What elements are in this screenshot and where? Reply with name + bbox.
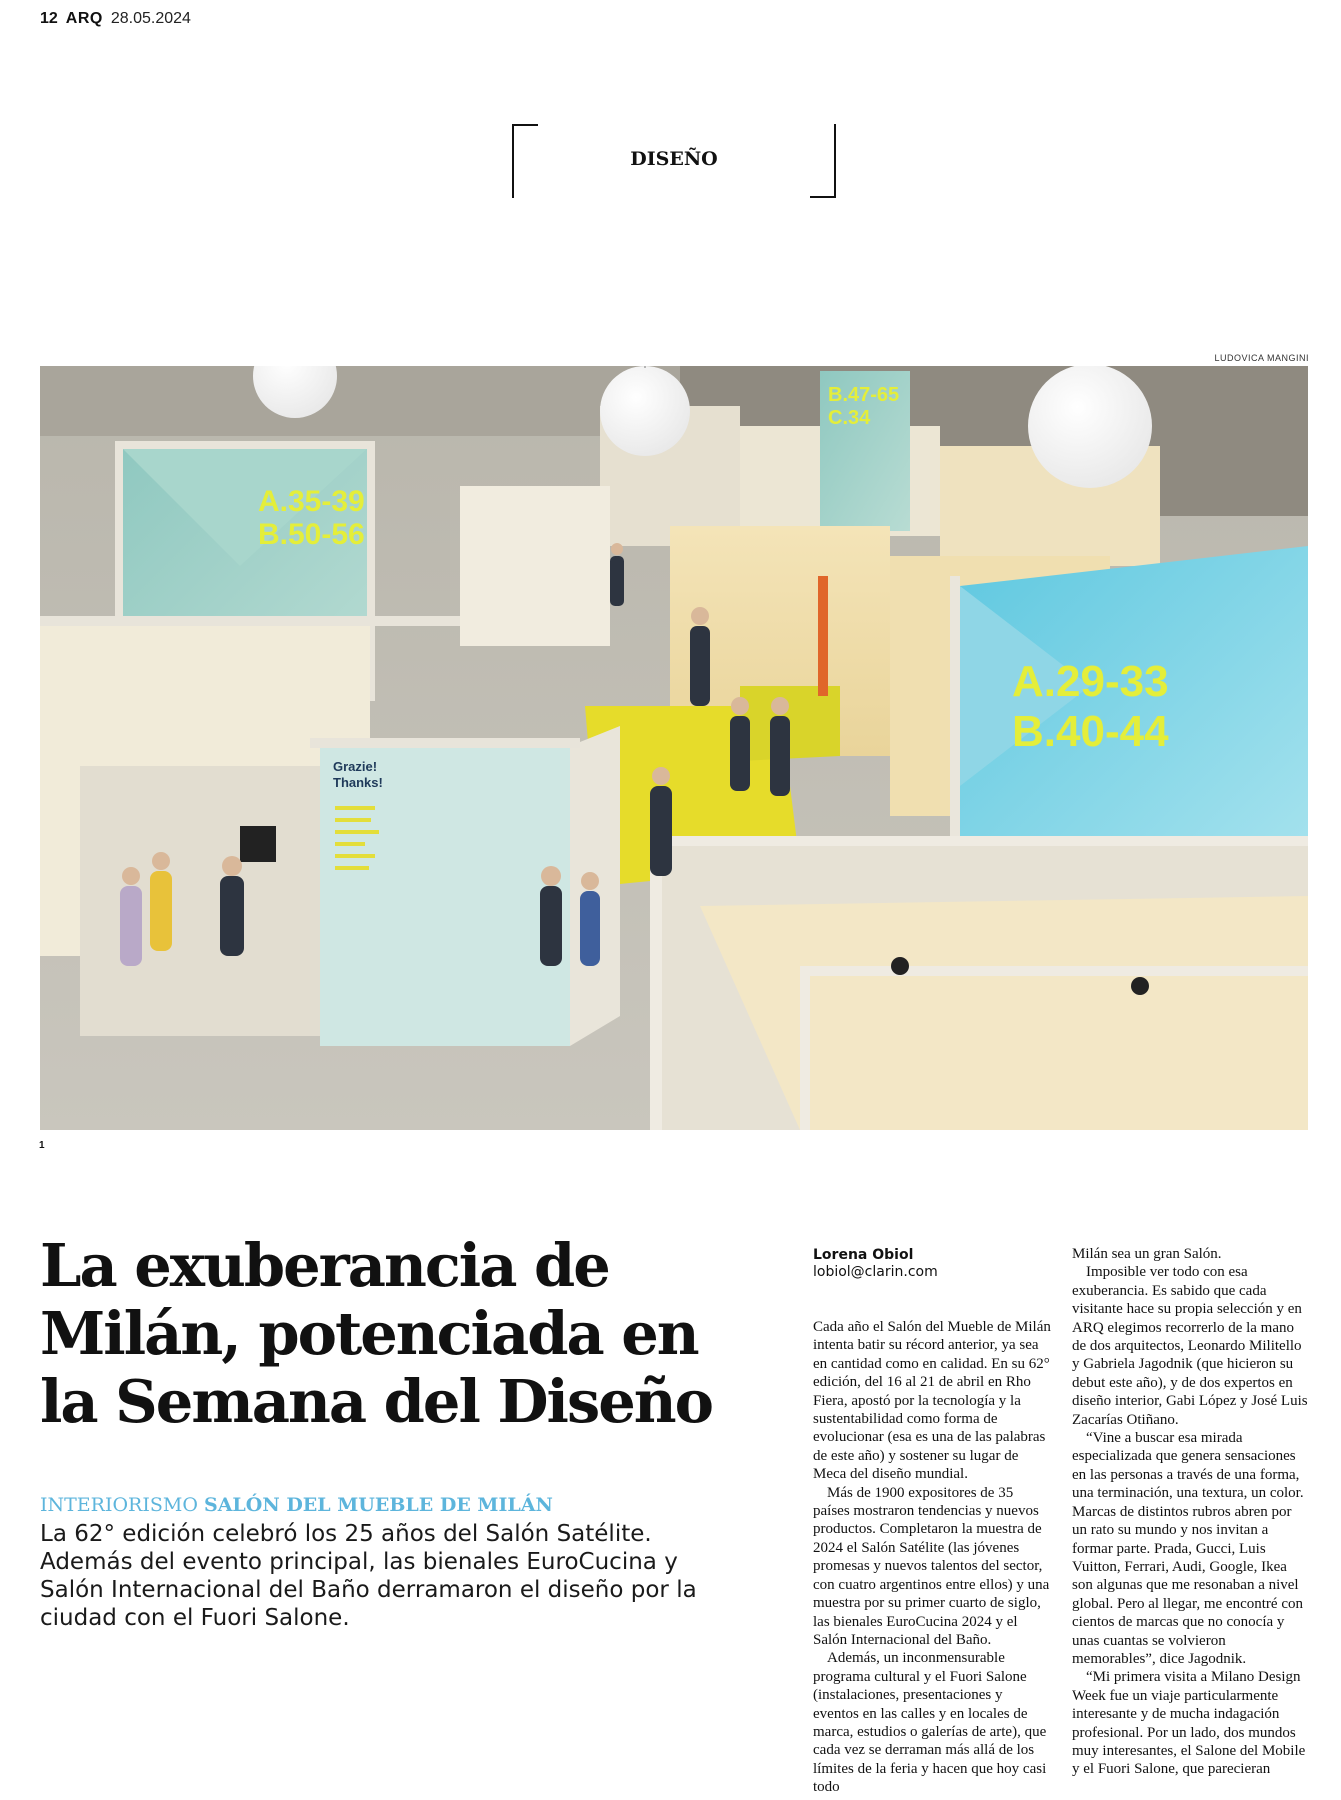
- body-paragraph: Cada año el Salón del Mueble de Milán intenta batir su récord anterior, ya sea en cantidad como en calidad. En su 62° edición, del 16 al 21 de abril en Rho Fiera, apostó por la tecnología y la sustentabilidad como forma de evolucionar (esa es una de las palabras de este año) y sostener su lugar de Meca del diseño mundial.: [813, 1319, 1051, 1483]
- author-name: Lorena Obiol: [813, 1247, 914, 1263]
- body-column-1: [813, 1318, 1051, 1797]
- sign-left-line1: A.35-39: [258, 485, 365, 518]
- main-photo: [40, 366, 1308, 1130]
- kicker-topic: SALÓN DEL MUEBLE DE MILÁN: [203, 1494, 553, 1516]
- headline: La exuberancia de Milán, potenciada en la Semana del Diseño: [40, 1231, 712, 1436]
- sign-back-line1: B.47-65: [828, 384, 900, 406]
- section-label: DISEÑO: [630, 148, 718, 170]
- kicker-category: INTERIORISMO: [40, 1494, 198, 1516]
- section-box: [512, 124, 836, 198]
- sign-back-line2: C.34: [828, 407, 871, 429]
- body-paragraph: “Mi primera visita a Milano Design Week fue un viaje particularmente interesante y de mucha indagación profesional. Por un lado, dos mundos muy interesantes, el Salone del Mobile y el Fuori Salone, que parecieran: [1072, 1669, 1306, 1778]
- issue-date: 28.05.2024: [110, 10, 191, 27]
- running-head: [40, 10, 191, 28]
- body-paragraph: Además, un inconmensurable programa cultural y el Fuori Salone (instalaciones, presentaciones y eventos en las calles y en locales de marca, estudios o galerías de arte), que cada vez se derraman más allá de los límites de la feria y hacen que hoy casi todo: [813, 1650, 1047, 1796]
- publication-section: ARQ: [65, 10, 103, 27]
- photo-number: 1: [39, 1140, 45, 1151]
- author-email: lobiol@clarin.com: [813, 1264, 938, 1280]
- board-line1: Grazie!: [333, 759, 378, 774]
- byline: [813, 1247, 938, 1280]
- kicker: [40, 1494, 553, 1516]
- sign-right-line2: B.40-44: [1012, 707, 1169, 756]
- body-column-2: [1072, 1245, 1309, 1779]
- sign-left-line2: B.50-56: [258, 518, 365, 551]
- deck: La 62° edición celebró los 25 años del Salón Satélite. Además del evento principal, las bienales EuroCucina y Salón Internacional del Baño derramaron el diseño por la ciudad con el Fuori Salone.: [40, 1521, 697, 1631]
- sign-right-line1: A.29-33: [1012, 657, 1169, 706]
- body-paragraph: Milán sea un gran Salón.: [1072, 1246, 1222, 1262]
- photo-credit: LUDOVICA MANGINI: [1214, 353, 1309, 363]
- page-number: 12: [40, 10, 58, 27]
- body-paragraph: “Vine a buscar esa mirada especializada que genera sensaciones en las personas a través de una forma, una terminación, una textura, un color. Marcas de distintos rubros abren por un rato su mundo y nos invitan a formar parte. Prada, Gucci, Luis Vuitton, Ferrari, Audi, Google, Ikea son algunas que me resonaban a nivel global. Pero al llegar, me encontré con cientos de marcas que no conocía y unas cuantas se volvieron memorables”, dice Jagodnik.: [1072, 1430, 1304, 1667]
- body-paragraph: Imposible ver todo con esa exuberancia. Es sabido que cada visitante hace su propia selección y en ARQ elegimos recorrerlo de la mano de dos arquitectos, Leonardo Militello y Gabriela Jagodnik (que hicieron su debut este año), y de dos expertos en diseño interior, Gabi López y José Luis Zacarías Otiñano.: [1072, 1264, 1308, 1428]
- board-line2: Thanks!: [333, 775, 383, 790]
- body-paragraph: Más de 1900 expositores de 35 países mostraron tendencias y nuevos productos. Completaron la muestra de 2024 el Salón Satélite (las jóvenes promesas y nuevos talentos del sector, con cuatro argentinos entre ellos) y una muestra por su primer cuarto de siglo, las bienales EuroCucina 2024 y el Salón Internacional del Baño.: [813, 1484, 1050, 1648]
